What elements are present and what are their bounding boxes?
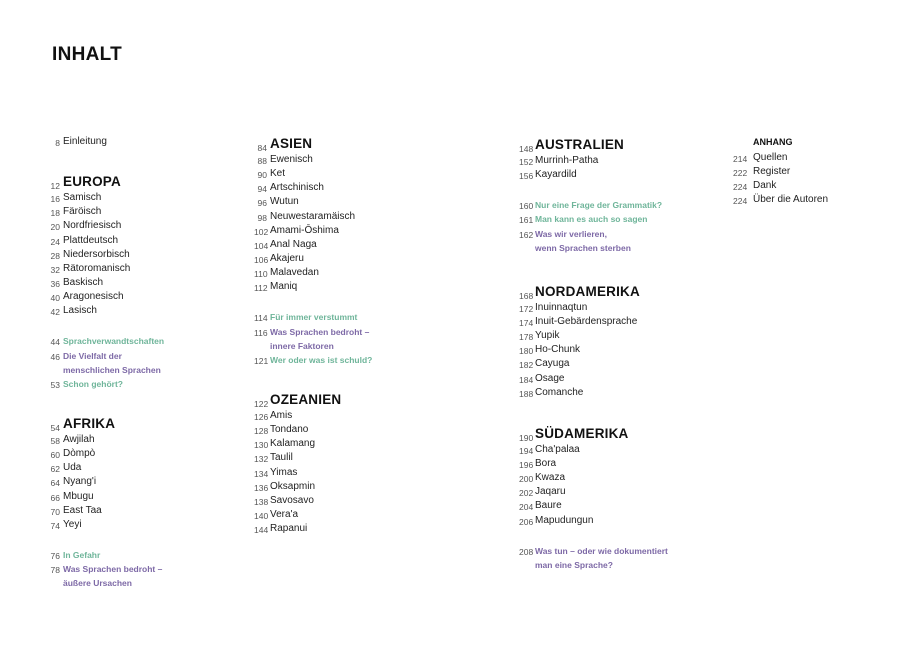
toc-entry[interactable]: [519, 387, 739, 401]
page-number: 74: [50, 520, 60, 531]
toc-entry[interactable]: [47, 206, 247, 220]
page-number: 20: [50, 222, 60, 233]
page-number: 102: [254, 226, 269, 237]
page-number: 40: [50, 293, 60, 304]
entry-label: Artschinisch: [270, 182, 324, 194]
toc-entry[interactable]: [519, 472, 739, 486]
toc-section-nordamerika: [519, 284, 739, 401]
toc-entry[interactable]: [254, 239, 484, 253]
entry-label: Plattdeutsch: [63, 234, 119, 246]
page-number: 70: [50, 506, 60, 517]
entry-label: OZEANIEN: [270, 391, 342, 407]
page-number: 134: [254, 468, 269, 479]
essay-entry[interactable]: [254, 326, 484, 340]
page-number: 32: [50, 264, 60, 275]
entry-label: Murrinh-Patha: [535, 155, 599, 166]
page-number: 188: [519, 388, 534, 399]
entry-label: Mbugu: [63, 490, 94, 502]
entry-label: East Taa: [63, 504, 102, 516]
page-title: INHALT: [52, 44, 123, 65]
anhang-entry[interactable]: [733, 166, 903, 180]
page-number: 66: [50, 492, 60, 503]
toc-entry[interactable]: [519, 358, 739, 372]
section-heading[interactable]: [519, 426, 739, 444]
toc-entry[interactable]: [254, 438, 484, 452]
toc-entry[interactable]: [254, 168, 484, 182]
section-heading[interactable]: [519, 137, 739, 155]
toc-entry[interactable]: [254, 211, 484, 225]
page-number: 114: [254, 313, 268, 324]
toc-entry[interactable]: [254, 182, 484, 196]
page-number: 28: [50, 250, 60, 261]
essay-entry-continued: [519, 242, 739, 256]
essay-entry[interactable]: [519, 213, 739, 227]
page-number: 206: [519, 516, 534, 527]
page-number: 208: [519, 546, 534, 557]
toc-column-3: [519, 137, 739, 573]
entry-label: Kwaza: [535, 472, 566, 484]
entry-label: Was wir verlieren,: [535, 228, 607, 239]
page-number: 200: [519, 474, 534, 485]
page-number: 162: [519, 229, 534, 240]
entry-label: Cha'palaa: [535, 443, 580, 455]
entry-label: Färöisch: [63, 206, 102, 218]
entry-label: Was Sprachen bedroht –: [270, 326, 370, 337]
toc-entry[interactable]: [254, 154, 484, 168]
page-number: 156: [519, 171, 534, 182]
essay-entry-continued: [47, 364, 247, 378]
page-number: 121: [254, 355, 269, 366]
section-heading[interactable]: [47, 416, 247, 434]
page-number: 138: [254, 496, 269, 507]
page-number: 172: [519, 303, 534, 314]
page-number: 53: [50, 379, 60, 390]
page-number: 60: [50, 450, 60, 461]
toc-entry[interactable]: [47, 249, 247, 263]
entry-label: Inuit-Gebärdensprache: [535, 315, 638, 327]
entry-label: Rapanui: [270, 523, 308, 535]
toc-entry[interactable]: [519, 344, 739, 358]
toc-entry[interactable]: [254, 467, 484, 481]
page-number: 160: [519, 201, 534, 212]
entry-label: Über die Autoren: [753, 194, 829, 206]
page-number: 184: [519, 374, 534, 385]
entry-label: Kalamang: [270, 438, 316, 450]
page-number: 180: [519, 346, 534, 357]
entry-label: Wer oder was ist schuld?: [270, 354, 373, 365]
toc-entry[interactable]: [47, 434, 247, 448]
essay-entry[interactable]: [254, 311, 484, 325]
toc-entry[interactable]: [519, 515, 739, 529]
anhang-entry[interactable]: [733, 180, 903, 194]
essay-entry[interactable]: [519, 545, 739, 559]
page-number: 76: [50, 550, 60, 561]
toc-entry-intro[interactable]: [47, 136, 247, 150]
essay-entry-continued: [519, 559, 739, 573]
entry-label: wenn Sprachen sterben: [535, 242, 631, 253]
page-number: 144: [254, 525, 269, 536]
entry-label: Jaqaru: [535, 486, 566, 498]
toc-entry[interactable]: [519, 486, 739, 500]
toc-entry[interactable]: [254, 410, 484, 424]
toc-entry[interactable]: [519, 316, 739, 330]
entry-label: Taulil: [270, 452, 293, 464]
entry-label: Register: [753, 166, 791, 178]
entry-label: Tondano: [270, 424, 309, 436]
page-number: 84: [257, 143, 267, 153]
toc-section-asien: [254, 136, 484, 368]
essay-entry[interactable]: [47, 563, 247, 577]
entry-label: menschlichen Sprachen: [63, 364, 161, 375]
page-number: 88: [257, 156, 267, 166]
toc-entry[interactable]: [47, 491, 247, 505]
entry-label: Kayardild: [535, 169, 577, 181]
toc-entry[interactable]: [519, 169, 739, 183]
entry-label: Baure: [535, 500, 562, 512]
toc-column-2: [254, 136, 484, 537]
page-number: 42: [50, 307, 60, 318]
page-number: 224: [733, 196, 748, 207]
page-number: 224: [733, 182, 748, 193]
section-heading[interactable]: [254, 136, 484, 154]
entry-label: Osage: [535, 372, 565, 384]
entry-label: Amami-Ōshima: [270, 224, 339, 236]
toc-entry[interactable]: [254, 452, 484, 466]
toc-column-1: [47, 136, 247, 591]
entry-label: Dòmpò: [63, 448, 96, 460]
entry-label: äußere Ursachen: [63, 578, 132, 589]
anhang-heading: ANHANG: [753, 137, 793, 147]
page-number: 168: [519, 290, 534, 301]
entry-label: Nyang'i: [63, 476, 97, 488]
entry-label: Amis: [270, 409, 293, 421]
entry-label: AUSTRALIEN: [535, 137, 624, 152]
entry-label: Yupik: [535, 330, 560, 342]
entry-label: NORDAMERIKA: [535, 283, 640, 299]
entry-label: In Gefahr: [63, 549, 101, 560]
entry-label: man eine Sprache?: [535, 559, 613, 570]
page-number: 64: [50, 478, 60, 489]
entry-label: Ho-Chunk: [535, 344, 581, 356]
toc-entry[interactable]: [254, 253, 484, 267]
entry-label: Anal Naga: [270, 238, 317, 250]
essay-entry[interactable]: [519, 228, 739, 242]
toc-section-ozeanien: [254, 392, 484, 537]
page-number: 194: [519, 445, 534, 456]
entry-label: AFRIKA: [63, 415, 116, 431]
toc-entry[interactable]: [254, 495, 484, 509]
page-number: 94: [257, 184, 267, 195]
essay-entry[interactable]: [47, 350, 247, 364]
section-heading[interactable]: [519, 284, 739, 302]
page-number: 96: [257, 198, 267, 209]
entry-label: Neuwestaramäisch: [270, 210, 356, 222]
toc-section-afrika: [47, 416, 247, 591]
page-number: 136: [254, 482, 269, 493]
toc-entry[interactable]: [519, 500, 739, 514]
entry-label: Vera'a: [270, 508, 299, 520]
entry-label: Rätoromanisch: [63, 262, 131, 274]
entry-label: Aragonesisch: [63, 291, 124, 303]
page-number: 54: [50, 422, 60, 433]
section-heading[interactable]: [254, 392, 484, 410]
essay-entry[interactable]: [47, 549, 247, 563]
entry-label: Man kann es auch so sagen: [535, 214, 648, 225]
toc-entry[interactable]: [519, 155, 739, 169]
page-number: 106: [254, 254, 269, 265]
toc-entry[interactable]: [254, 509, 484, 523]
toc-entry[interactable]: [254, 196, 484, 210]
entry-label: Nur eine Frage der Grammatik?: [535, 200, 663, 211]
entry-label: Was tun – oder wie dokumentiert: [535, 545, 668, 556]
entry-label: Ewenisch: [270, 154, 313, 165]
page-number: 24: [50, 236, 60, 247]
page-number: 8: [55, 138, 60, 148]
toc-entry[interactable]: [47, 462, 247, 476]
toc-entry[interactable]: [47, 305, 247, 319]
essay-entry[interactable]: [47, 378, 247, 392]
anhang-entry[interactable]: [733, 194, 903, 208]
entry-label: Lasisch: [63, 305, 97, 317]
entry-label: Dank: [753, 180, 777, 192]
entry-label: Bora: [535, 457, 557, 469]
entry-label: Mapudungun: [535, 514, 594, 526]
entry-label: Sprachverwandtschaften: [63, 336, 165, 347]
page-number: 98: [257, 212, 267, 223]
entry-label: Oksapmin: [270, 480, 316, 492]
entry-label: Was Sprachen bedroht –: [63, 564, 163, 575]
toc-entry[interactable]: [47, 505, 247, 519]
page-number: 161: [519, 215, 534, 226]
toc-entry[interactable]: [519, 330, 739, 344]
entry-label: Baskisch: [63, 276, 104, 288]
entry-label: Schon gehört?: [63, 378, 123, 389]
entry-label: Malavedan: [270, 267, 319, 279]
entry-label: SÜDAMERIKA: [535, 425, 629, 441]
entry-label: Niedersorbisch: [63, 248, 130, 260]
essay-entry[interactable]: [47, 335, 247, 349]
entry-label: ASIEN: [270, 136, 313, 151]
toc-section-suedamerika: [519, 426, 739, 573]
page-number: 112: [254, 283, 268, 294]
page-number: 12: [50, 181, 60, 192]
entry-label: Einleitung: [63, 136, 107, 147]
toc-entry[interactable]: [47, 235, 247, 249]
entry-label: Für immer verstummt: [270, 312, 358, 323]
toc-entry[interactable]: [254, 225, 484, 239]
entry-label: Yeyi: [63, 518, 82, 530]
toc-entry[interactable]: [254, 281, 484, 295]
page-number: 90: [257, 170, 267, 181]
toc-entry[interactable]: [47, 277, 247, 291]
entry-label: Yimas: [270, 466, 298, 478]
entry-label: Ket: [270, 168, 286, 180]
page-number: 62: [50, 464, 60, 475]
page-number: 36: [50, 278, 60, 289]
toc-entry[interactable]: [47, 476, 247, 490]
entry-label: Nordfriesisch: [63, 220, 122, 232]
page-number: 190: [519, 432, 534, 443]
page-number: 148: [519, 144, 534, 154]
entry-label: Samisch: [63, 192, 102, 204]
toc-section-europa: [47, 174, 247, 392]
essay-entry-continued: [254, 340, 484, 354]
page-number: 140: [254, 510, 269, 521]
toc-entry[interactable]: [519, 302, 739, 316]
page-number: 110: [254, 269, 268, 280]
page-number: 44: [50, 337, 60, 348]
page-number: 152: [519, 157, 534, 167]
entry-label: Wutun: [270, 196, 299, 208]
page-number: 130: [254, 440, 269, 451]
page-number: 174: [519, 317, 534, 328]
toc-section-australien: [519, 137, 739, 256]
toc-entry[interactable]: [47, 519, 247, 533]
toc-entry[interactable]: [519, 444, 739, 458]
entry-label: Maniq: [270, 281, 298, 293]
entry-label: Quellen: [753, 152, 788, 163]
anhang-entries: [733, 152, 903, 209]
page-number: 128: [254, 426, 269, 437]
page-number: 46: [50, 351, 60, 362]
page-number: 204: [519, 502, 534, 513]
page-number: 196: [519, 459, 534, 470]
toc-entry[interactable]: [47, 263, 247, 277]
toc-entry[interactable]: [47, 291, 247, 305]
entry-label: Inuinnaqtun: [535, 301, 588, 313]
anhang-entry[interactable]: [733, 152, 903, 166]
entry-label: innere Faktoren: [270, 340, 334, 351]
page-number: 126: [254, 411, 269, 422]
toc-entry[interactable]: [47, 192, 247, 206]
toc-column-4: [733, 137, 903, 209]
page-number: 58: [50, 435, 60, 446]
page-number: 182: [519, 360, 534, 371]
entry-label: Akajeru: [270, 252, 304, 264]
essay-entry-continued: [47, 577, 247, 591]
toc-entry[interactable]: [254, 424, 484, 438]
page-number: 178: [519, 332, 534, 343]
section-heading[interactable]: [47, 174, 247, 192]
entry-label: Savosavo: [270, 494, 314, 506]
entry-label: Cayuga: [535, 358, 570, 370]
entry-label: Uda: [63, 462, 82, 474]
page-number: 202: [519, 488, 534, 499]
toc-entry[interactable]: [519, 458, 739, 472]
page-number: 104: [254, 240, 269, 251]
entry-label: EUROPA: [63, 174, 121, 190]
toc-entry[interactable]: [254, 523, 484, 537]
entry-label: Die Vielfalt der: [63, 350, 122, 361]
page-number: 222: [733, 168, 748, 179]
page-number: 16: [50, 194, 60, 205]
essay-entry[interactable]: [519, 199, 739, 213]
page-number: 116: [254, 327, 268, 338]
toc-entry[interactable]: [254, 267, 484, 281]
toc-entry[interactable]: [519, 373, 739, 387]
toc-entry[interactable]: [47, 220, 247, 234]
page-number: 78: [50, 565, 60, 576]
toc-entry[interactable]: [254, 481, 484, 495]
page-number: 18: [50, 208, 60, 219]
entry-label: Awjilah: [63, 433, 95, 445]
page-number: 214: [733, 154, 748, 164]
entry-label: Comanche: [535, 386, 584, 398]
page-number: 132: [254, 454, 269, 465]
page-number: 122: [254, 398, 269, 409]
essay-entry[interactable]: [254, 354, 484, 368]
toc-entry[interactable]: [47, 448, 247, 462]
